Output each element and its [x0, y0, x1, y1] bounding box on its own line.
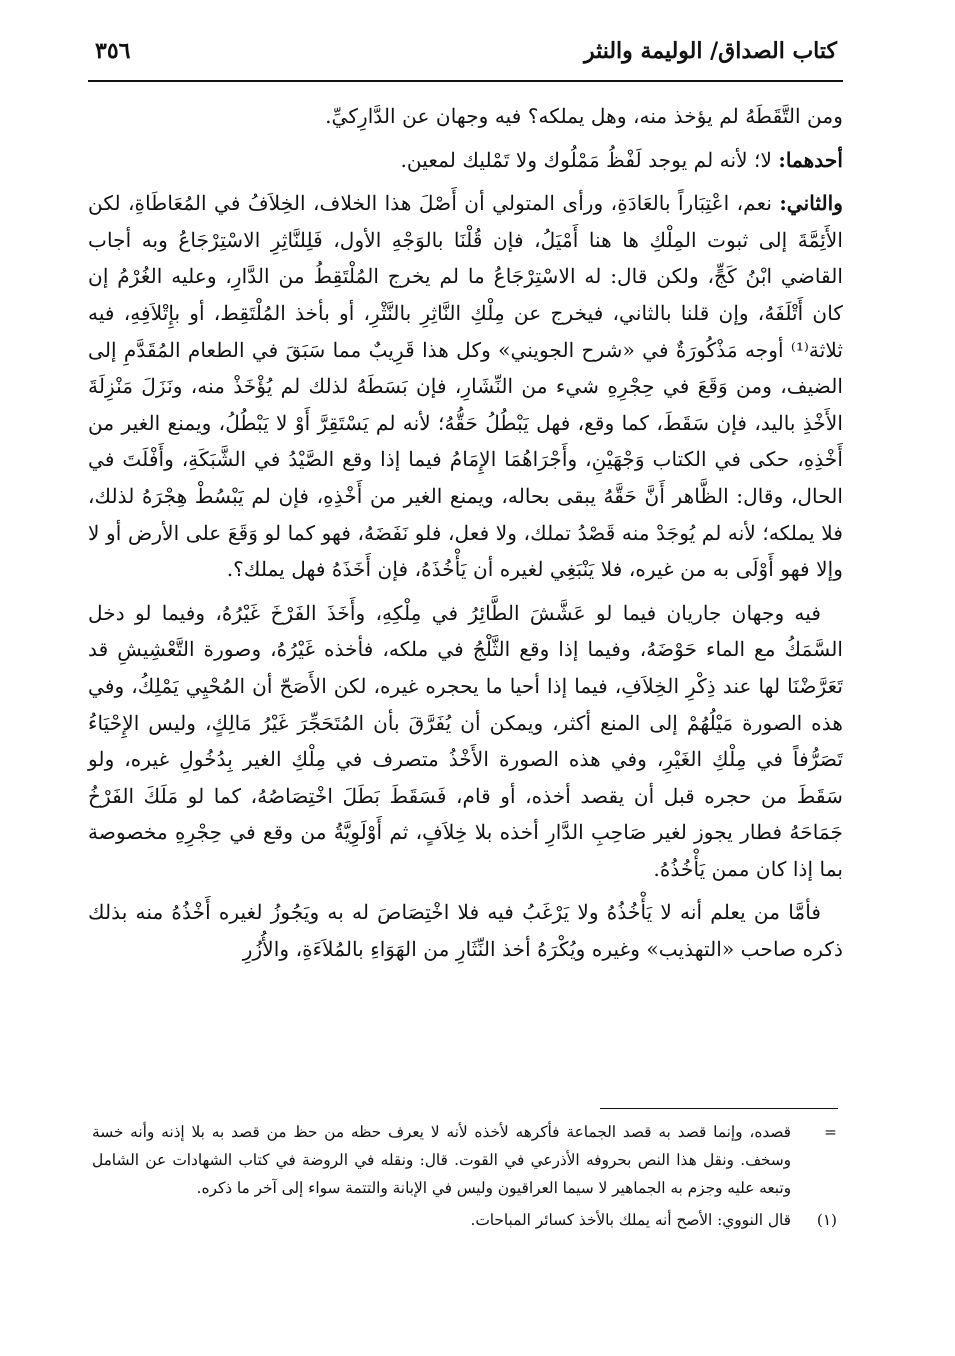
- paragraph-1: [88, 98, 843, 135]
- footnote-1-marker: (١): [816, 1211, 837, 1229]
- paragraph-5-text: فأمَّا من يعلم أنه لا يَأْخُذُهُ ولا يَرْغَبُ فيه فلا اخْتِصَاصَ له به ويَجُوزُ لغيره أَخْذُهُ منه بذلك ذكره صاحب «التهذيب» وغيره ويُكْرَهُ أخذ النِّثَارِ من الهَوَاءِ بالمُلاَءَةِ، والأُزُرِ: [88, 900, 843, 962]
- paragraph-1-text: ومن التَّقَطَهُ لم يؤخذ منه، وهل يملكه؟ فيه وجهان عن الدَّارِكيِّ.: [325, 104, 843, 128]
- book-title: كتاب الصداق/ الوليمة والنثر: [583, 38, 837, 64]
- main-text: [88, 98, 843, 975]
- page-number: ٣٥٦: [95, 38, 131, 64]
- paragraph-5: [88, 894, 843, 967]
- footnote-continued-text: قصده، وإنما قصد به قصد الجماعة فأكرهه لأخذه لأنه لا يعرف حظه من حظ من قصد به بلا إذنه وأنه خسة وسخف. ونقل هذا النص بحروفه الأذرعي في القوت. قال: ونقله في الروضة في كتاب الشهادات عن الشامل وتبعه عليه وجزم به الجماهير لا سيما العراقيون وليس في الإبانة والتتمة سواء إلى آخر ما ذكره.: [92, 1123, 791, 1197]
- paragraph-3: [88, 185, 843, 588]
- paragraph-3-lead: والثاني:: [779, 191, 843, 216]
- footnote-separator: [600, 1108, 838, 1109]
- paragraph-2: [88, 142, 843, 179]
- header-rule: [88, 80, 843, 82]
- footnote-1-text: قال النووي: الأصح أنه يملك بالأخذ كسائر المباحات.: [470, 1211, 791, 1229]
- footnote-continued-marker: =: [824, 1123, 837, 1141]
- paragraph-2-lead: أحدهما:: [778, 147, 843, 172]
- page-header: [95, 38, 837, 64]
- footnotes: [92, 1118, 837, 1238]
- footnote-1: [92, 1206, 837, 1234]
- paragraph-3-text: نعم، اعْتِبَاراً بالعَادَةِ، ورأى المتولي أن أَصْلَ هذا الخلاف، الخِلاَفُ في المُعَاطَاةِ، لكن الأَئِمَّةَ إلى ثبوت المِلْكِ ها هنا أَمْيَلُ، فإن قُلْنَا بالوَجْهِ الأول، فَلِلنَّاثِرِ الاسْتِرْجَاعُ وبه أجاب القاضي ابْنُ كَجٍّ، ولكن قال: له الاسْتِرْجَاعُ ما لم يخرج المُلْتَقِطُ من الدَّارِ، وعليه الغُرْمُ إن كان أَتْلَفَهُ، وإن قلنا بالثاني، فيخرج عن مِلْكِ النَّاثِرِ بالنَّثْرِ، أو بأخذ المُلْتَقِط، أو بإِتْلاَفِهِ، فيه ثلاثة⁽¹⁾ أوجه مَذْكُورَةٌ في «شرح الجويني» وكل هذا قَرِيبٌ مما سَبَقَ في الطعام المُقَدَّمِ إلى الضيف، ومن وَقَعَ في حِجْرِهِ شيء من النِّشَارِ، فإن بَسَطَهُ لذلك لم يُؤْخَذْ منه، ونَزَلَ مَنْزِلَةَ الأَخْذِ باليد، فإن سَقَطَ، كما وقع، فهل يَبْطُلُ حَقُّهُ؛ لأنه لم يَسْتَقِرَّ أَوْ لا يَبْطُلُ، ويمنع الغير من أَخْذِهِ، حكى في الكتاب وَجْهَيْنِ، وأَجْرَاهُمَا الإِمَامُ فيما إذا وقع الصَّيْدُ في الشَّبَكَةِ، وأَفْلَتَ في الحال، وقال: الظَّاهر أَنَّ حَقَّهُ يبقى بحاله، ويمنع الغير من أَخْذِهِ، فإن لم يَبْسُطْ هِجْرَهُ لذلك، فلا يملكه؛ لأنه لم يُوجَدْ منه قَصْدُ تملك، ولا فعل، فلو نَفَضَهُ، فهو كما لو وَقَعَ على الأرض أو لا وإلا فهو أَوْلَى به من غيره، فلا يَنْبَغِي لغيره أن يَأْخُذَهُ، فإن أَخَذَهُ فهل يملك؟.: [88, 191, 843, 582]
- paragraph-2-text: لا؛ لأنه لم يوجد لَفْظُ مَمْلُوك ولا تَمْليك لمعين.: [400, 147, 779, 172]
- footnote-continued: [92, 1118, 837, 1202]
- paragraph-4-text: فيه وجهان جاريان فيما لو عَشَّشَ الطَّائِرُ في مِلْكِهِ، وأَخَذَ الفَرْخَ غَيْرُهُ، وفيما لو دخل السَّمَكُ مع الماء حَوْضَهُ، وفيما إذا وقع الثَّلْجُ في ملكه، فأخذه غَيْرُهُ، وصورة التَّعْشِيشِ قد تَعَرَّضْنَا لها عند ذِكْرِ الخِلاَفِ، فيما إذا أحيا ما يحجره غيره، لكن الأَصَحّ أن المُحْيِي يَمْلِكُ، وفي هذه الصورة مَيْلُهُمْ إلى المنع أكثر، ويمكن أن يُفَرَّقَ بأن المُتَحَجِّرَ غَيْرُ مَالِكٍ، وليس الإِحْيَاءُ تَصَرُّفاً في مِلْكِ الغَيْرِ، وفي هذه الصورة الأَخْذُ متصرف في مِلْكِ الغير بِدُخُولِ غيره، ولو سَقَطَ من حجره قبل أن يقصد أخذه، أو قام، فَسَقَطَ بَطَلَ اخْتِصَاصُهُ، كما لو مَلَكَ الفَرْخُ جَمَاحَهُ فطار يجوز لغير صَاحِبِ الدَّارِ أخذه بلا خِلاَفٍ، ثم أَوْلَوِيَّةُ من وقع في حِجْرِهِ مخصوصة بما إذا كان ممن يَأْخُذُهُ.: [88, 600, 843, 881]
- paragraph-4: [88, 595, 843, 888]
